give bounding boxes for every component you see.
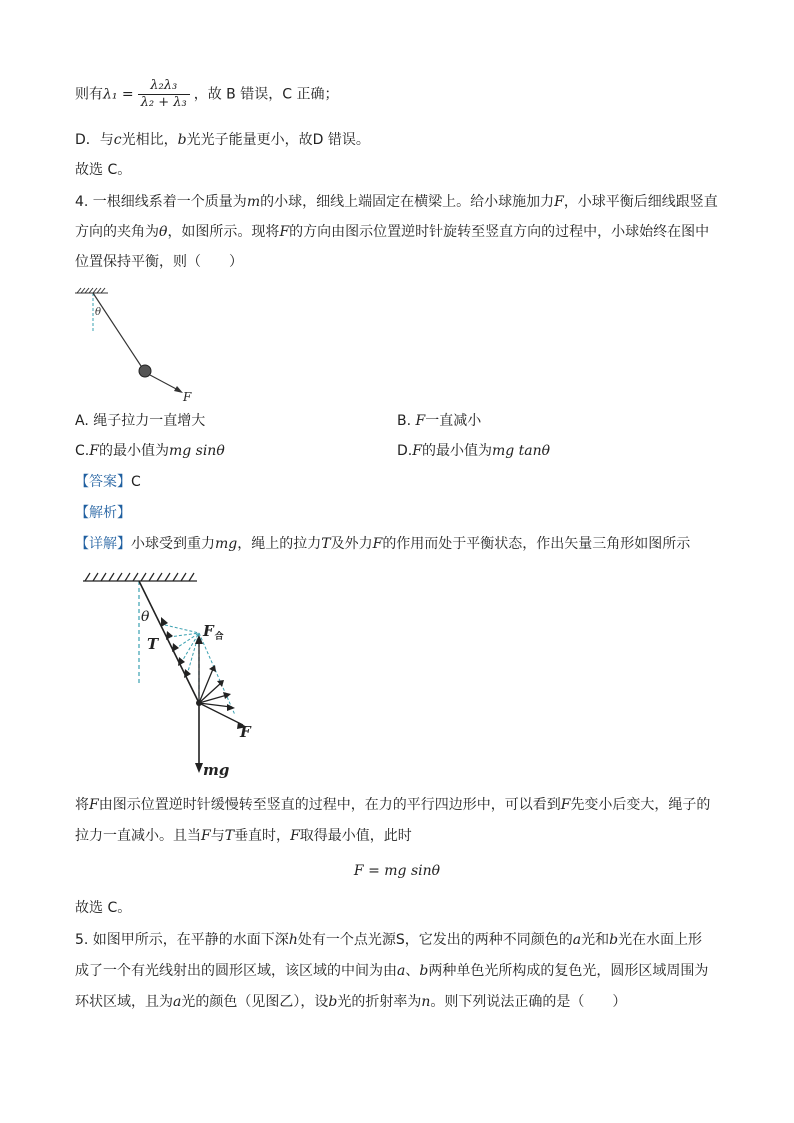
- var: b: [328, 994, 338, 1010]
- var: F: [560, 797, 571, 813]
- var: a: [397, 963, 406, 979]
- fig1-F-label: F: [183, 390, 192, 404]
- text: 小球受到重力: [131, 536, 215, 552]
- choose-line: 故选 C。: [75, 162, 132, 178]
- var: F: [372, 536, 383, 552]
- fraction-denominator: λ₂ + λ₃: [140, 95, 187, 110]
- option-b: [397, 411, 481, 431]
- q5-stem-line-2: [75, 961, 708, 981]
- var: F: [279, 224, 290, 240]
- text: 环状区域，且为: [75, 994, 173, 1010]
- text: 。则下列说法正确的是（ ）: [430, 994, 627, 1010]
- var: F: [89, 797, 99, 813]
- fig2-T-label: T: [147, 635, 159, 653]
- fig2-theta-label: θ: [141, 609, 150, 625]
- var: a: [572, 932, 582, 948]
- q5-stem-line-3: [75, 992, 626, 1012]
- var: a: [173, 994, 182, 1010]
- text: 的小球，细线上端固定在横梁上。给小球施加力: [260, 194, 555, 210]
- var: θ: [159, 224, 168, 240]
- analysis-label: 【解析】: [75, 505, 131, 521]
- text: 的方向由图示位置逆时针旋转至竖直方向的过程中，小球始终在图中: [289, 224, 710, 240]
- detail-tag: 【详解】: [75, 536, 131, 552]
- tension-arrows: [161, 617, 191, 678]
- text: C.: [75, 443, 90, 459]
- var: b: [177, 132, 187, 148]
- formula-lhs: λ₁ =: [103, 86, 134, 103]
- q4-stem-line-1: [75, 192, 718, 212]
- var: T: [321, 536, 331, 552]
- text: 光的颜色（见图乙），设: [181, 994, 329, 1010]
- fig2-F-label: F: [240, 723, 251, 741]
- text: 光的折射率为: [337, 994, 422, 1010]
- var: T: [224, 828, 235, 844]
- text: ，故 B 错误，C 正确；: [193, 86, 339, 103]
- var: F: [554, 194, 564, 210]
- q5-stem-line-1: [75, 930, 702, 950]
- force-arrow-head: [174, 386, 183, 393]
- text: 两种单色光所构成的复色光，圆形区域周围为: [428, 963, 709, 979]
- text: D．与: [75, 132, 114, 148]
- analysis-tag: [75, 503, 131, 523]
- text: 光和: [581, 932, 610, 948]
- text: 方向的夹角为: [75, 224, 159, 240]
- string-line: [93, 293, 143, 369]
- text: ，绳上的拉力: [237, 536, 322, 552]
- text: 由图示位置逆时针缓慢转至竖直的过程中，在力的平行四边形中，可以看到: [98, 797, 561, 813]
- text: 光在水面上形: [618, 932, 703, 948]
- fig1-theta-label: θ: [95, 307, 102, 318]
- gravity-arrow-head: [195, 763, 203, 773]
- var: h: [288, 932, 298, 948]
- var: F: [415, 413, 426, 429]
- text: 垂直时，: [234, 828, 291, 844]
- text: 一直减小: [425, 413, 482, 429]
- answer-line: [75, 472, 141, 492]
- text: 则有: [75, 86, 103, 103]
- option-c: [75, 441, 225, 461]
- var: b: [419, 963, 429, 979]
- force-arrow-heads: [195, 635, 247, 729]
- detail-line: [75, 534, 690, 554]
- fraction-numerator: λ₂λ₃: [138, 78, 190, 95]
- text: 成了一个有光线射出的圆形区域，该区域的中间为由: [75, 963, 397, 979]
- text: B.: [397, 413, 412, 429]
- fig2-Fhe-label: $F_合$: [203, 622, 224, 642]
- answer-tag: 【答案】: [75, 474, 131, 490]
- text: 、: [405, 963, 420, 979]
- expr: mg sinθ: [168, 443, 225, 459]
- var: F: [412, 443, 422, 459]
- q4-stem-line-2: [75, 222, 709, 242]
- text: 取得最小值，此时: [299, 828, 412, 844]
- text: 光光子能量更小，故D 错误。: [186, 132, 370, 148]
- var: b: [609, 932, 619, 948]
- fig2-mg-label: mg: [203, 761, 230, 779]
- text: 5. 如图甲所示，在平静的水面下深: [75, 932, 289, 948]
- q4-stem-line-3: 位置保持平衡，则（ ）: [75, 254, 243, 270]
- text: ，如图所示。现将: [167, 224, 280, 240]
- text: 及外力: [330, 536, 373, 552]
- fraction: [138, 78, 190, 111]
- text: 的最小值为: [421, 443, 492, 459]
- formula-line: F = mg sinθ: [353, 863, 441, 879]
- text: 与: [210, 828, 225, 844]
- vector-triangle-figure: [75, 565, 275, 785]
- text: 先变小后变大，绳子的: [570, 797, 711, 813]
- ball: [139, 365, 151, 377]
- text: 将: [75, 797, 89, 813]
- ceiling-hatch: [83, 573, 197, 581]
- var: F: [201, 828, 211, 844]
- expr: mg tanθ: [491, 443, 551, 459]
- answer-line-b: [75, 78, 338, 111]
- text: ，小球平衡后细线跟竖直: [563, 194, 718, 210]
- answer-line-d: [75, 130, 370, 150]
- var: n: [421, 994, 431, 1010]
- var: c: [113, 132, 122, 148]
- answer-value: C: [131, 474, 141, 490]
- var: F: [290, 828, 300, 844]
- text: 4. 一根细线系着一个质量为: [75, 194, 247, 210]
- pendulum-figure: [70, 285, 210, 405]
- var: F: [89, 443, 99, 459]
- choose-line-2: 故选 C。: [75, 900, 132, 916]
- var: mg: [215, 536, 238, 552]
- var: m: [246, 194, 261, 210]
- option-a: A. 绳子拉力一直增大: [75, 413, 206, 429]
- option-d: [397, 441, 550, 461]
- text: 的作用而处于平衡状态，作出矢量三角形如图所示: [382, 536, 691, 552]
- text: 处有一个点光源S，它发出的两种不同颜色的: [297, 932, 573, 948]
- text: 光相比，: [121, 132, 178, 148]
- text: D.: [397, 443, 413, 459]
- explanation-line-1: [75, 795, 710, 815]
- text: 的最小值为: [98, 443, 169, 459]
- text: 拉力一直减小。且当: [75, 828, 201, 844]
- ceiling-beam: [75, 288, 108, 293]
- explanation-line-2: [75, 826, 412, 846]
